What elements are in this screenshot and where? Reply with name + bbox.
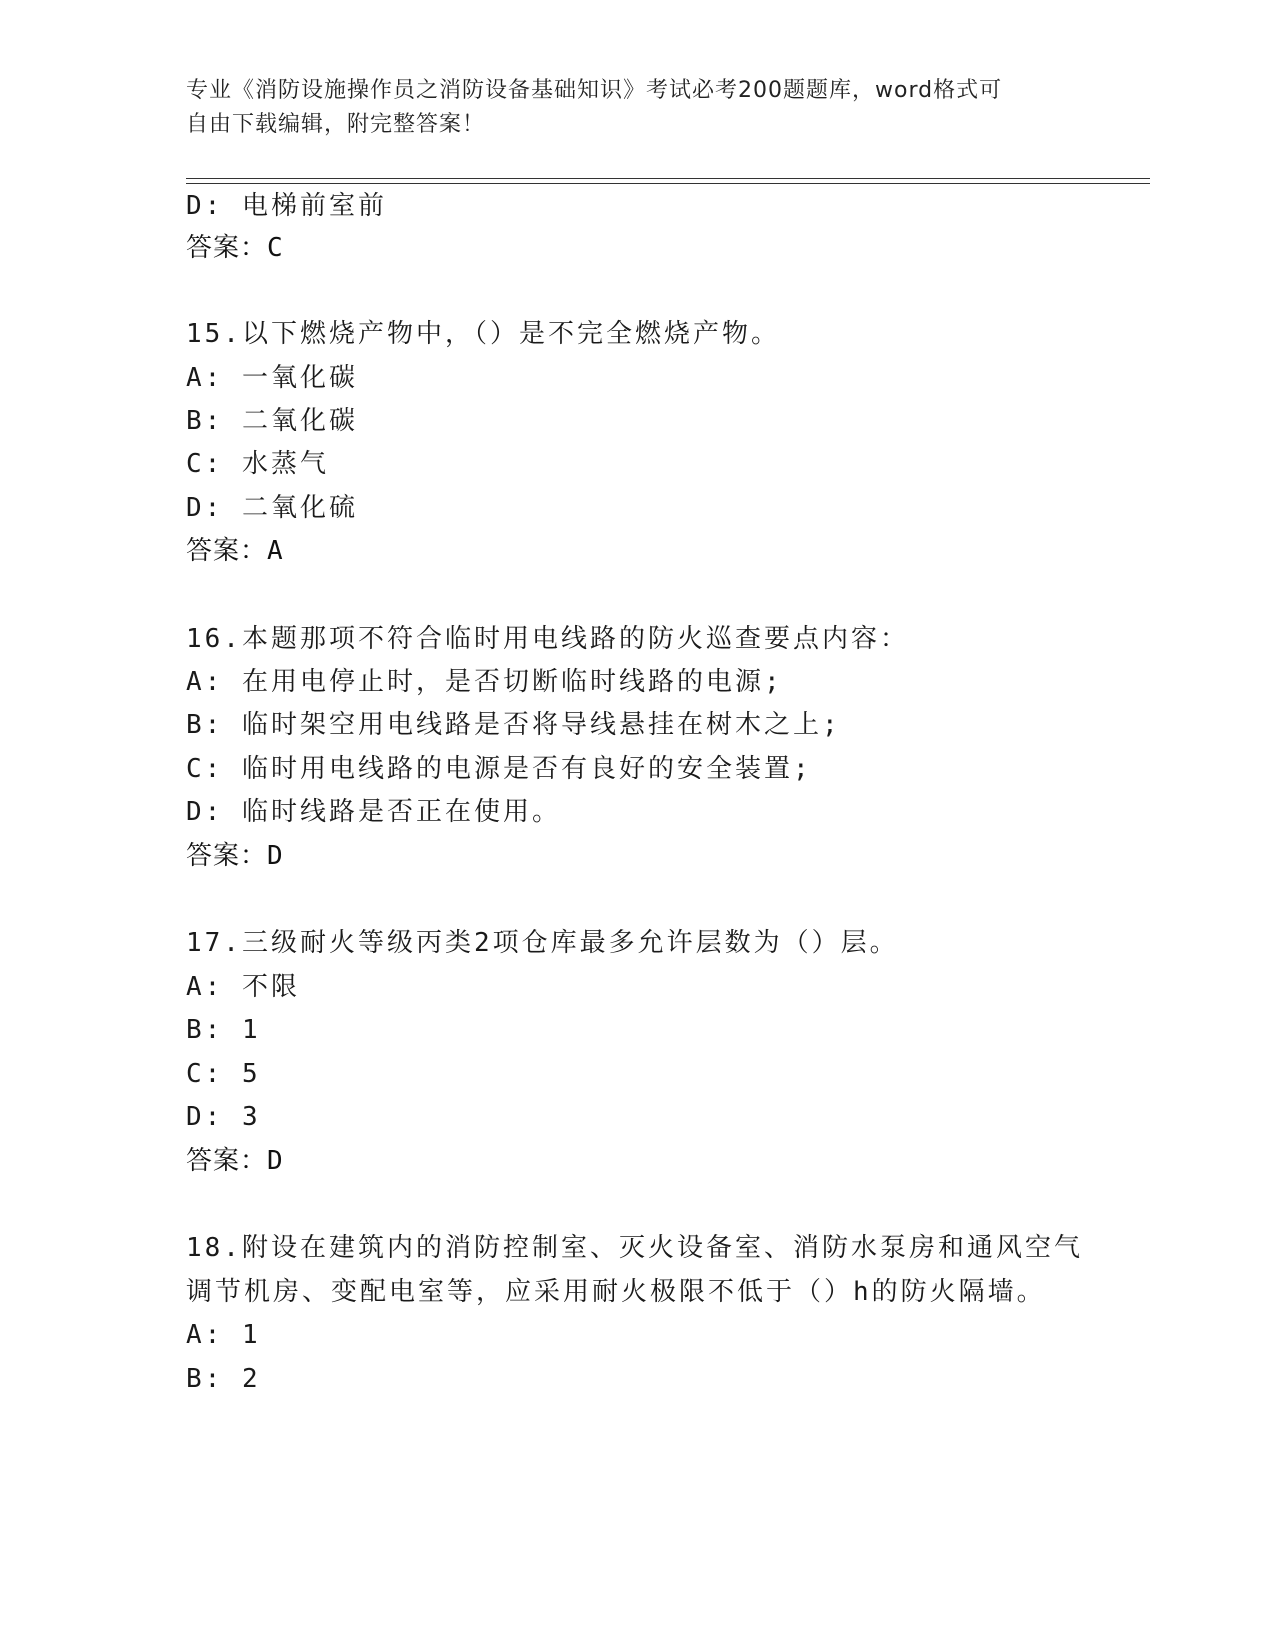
question-16-answer (186, 838, 284, 874)
question-17-option-a: A: 不限 (186, 972, 300, 1002)
answer-label: 答案： (186, 841, 268, 871)
question-16-option-b: B: 临时架空用电线路是否将导线悬挂在树木之上; (186, 710, 841, 740)
question-17-stem: 17.三级耐火等级丙类2项仓库最多允许层数为（）层。 (186, 928, 899, 958)
answer-value: D (267, 841, 284, 871)
answer-label: 答案： (186, 536, 268, 566)
question-15-option-c: C: 水蒸气 (186, 449, 329, 479)
question-15-option-b: B: 二氧化碳 (186, 406, 358, 436)
header-title-line-1: 专业《消防设施操作员之消防设备基础知识》考试必考200题题库，word格式可 (186, 78, 1003, 103)
question-18-option-a: A: 1 (186, 1320, 261, 1350)
question-15-option-d: D: 二氧化硫 (186, 493, 358, 523)
question-17-option-b: B: 1 (186, 1015, 261, 1045)
answer-label: 答案： (186, 1146, 268, 1176)
page-header (186, 74, 1066, 142)
question-15-answer (186, 533, 284, 569)
answer-label: 答案： (186, 233, 268, 263)
question-15-option-a: A: 一氧化碳 (186, 363, 358, 393)
question-18-stem-line-1: 18.附设在建筑内的消防控制室、灭火设备室、消防水泵房和通风空气 (186, 1233, 1083, 1263)
answer-value: A (267, 536, 284, 566)
header-title-line-2: 自由下载编辑，附完整答案！ (186, 112, 486, 137)
answer-value: D (267, 1146, 284, 1176)
prev-answer (186, 230, 284, 266)
question-17-answer (186, 1143, 284, 1179)
answer-value: C (267, 233, 284, 263)
prev-option-d: D: 电梯前室前 (186, 191, 387, 221)
question-18-stem-line-2: 调节机房、变配电室等，应采用耐火极限不低于（）h的防火隔墙。 (186, 1277, 1046, 1307)
question-18-option-b: B: 2 (186, 1364, 261, 1394)
question-16-option-c: C: 临时用电线路的电源是否有良好的安全装置; (186, 754, 812, 784)
header-divider (186, 178, 1150, 184)
question-16-option-d: D: 临时线路是否正在使用。 (186, 797, 561, 827)
question-15-stem: 15.以下燃烧产物中，（）是不完全燃烧产物。 (186, 319, 780, 349)
question-16-option-a: A: 在用电停止时，是否切断临时线路的电源; (186, 667, 783, 697)
question-17-option-c: C: 5 (186, 1059, 261, 1089)
question-17-option-d: D: 3 (186, 1102, 261, 1132)
question-16-stem: 16.本题那项不符合临时用电线路的防火巡查要点内容： (186, 624, 909, 654)
